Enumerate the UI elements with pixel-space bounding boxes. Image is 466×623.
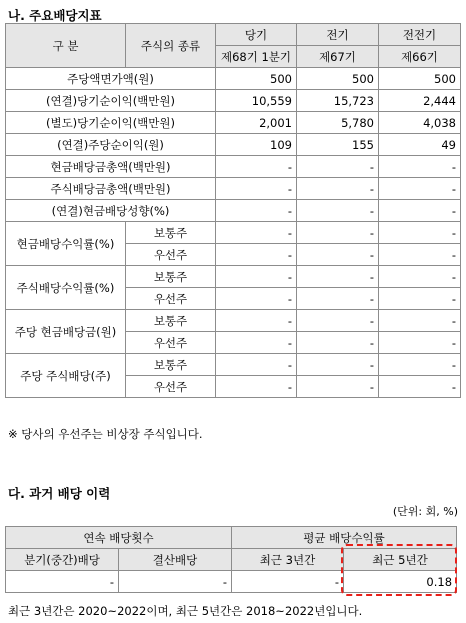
indicator-value: - — [379, 288, 461, 310]
indicator-value: - — [379, 244, 461, 266]
indicator-value: - — [379, 310, 461, 332]
indicator-value: - — [379, 354, 461, 376]
indicator-value: - — [379, 156, 461, 178]
indicator-value: - — [216, 376, 297, 398]
indicator-value: - — [379, 200, 461, 222]
indicator-label: (연결)주당순이익(원) — [6, 134, 216, 156]
group-label: 주당 현금배당금(원) — [6, 310, 126, 354]
indicator-value: - — [379, 332, 461, 354]
section-title-dividend-history: 다. 과거 배당 이력 — [8, 486, 111, 501]
value-interim: - — [6, 571, 119, 593]
indicator-value: 500 — [379, 68, 461, 90]
header-period-current: 당기 — [216, 24, 297, 46]
indicator-label: 현금배당금총액(백만원) — [6, 156, 216, 178]
value-5yr: 0.18 — [344, 571, 457, 593]
indicator-value: - — [379, 178, 461, 200]
indicator-value: 10,559 — [216, 90, 297, 112]
indicator-label: (연결)당기순이익(백만원) — [6, 90, 216, 112]
indicator-value: - — [297, 332, 379, 354]
highlight-5yr-box — [341, 544, 457, 596]
indicator-label: (별도)당기순이익(백만원) — [6, 112, 216, 134]
section-title-dividend-indicators: 나. 주요배당지표 — [8, 8, 102, 23]
header-period-prior2: 전전기 — [379, 24, 461, 46]
stock-type-label: 보통주 — [126, 354, 216, 376]
indicator-value: - — [379, 266, 461, 288]
indicator-value: 500 — [216, 68, 297, 90]
stock-type-label: 우선주 — [126, 288, 216, 310]
indicator-value: 5,780 — [297, 112, 379, 134]
indicator-value: - — [379, 376, 461, 398]
indicator-value: - — [297, 354, 379, 376]
unit-label: (단위: 회, %) — [392, 505, 458, 518]
indicator-value: - — [297, 200, 379, 222]
indicator-value: - — [216, 332, 297, 354]
indicator-row — [6, 134, 461, 156]
indicator-value: - — [216, 266, 297, 288]
indicator-value: - — [216, 178, 297, 200]
indicator-value: - — [297, 288, 379, 310]
header-year-end: 결산배당 — [119, 549, 232, 571]
group-label: 주식배당수익률(%) — [6, 266, 126, 310]
indicator-row — [6, 200, 461, 222]
header-sub-prior2: 제66기 — [379, 46, 461, 68]
indicator-value: - — [297, 266, 379, 288]
indicator-value: 109 — [216, 134, 297, 156]
indicator-label: 주당액면가액(원) — [6, 68, 216, 90]
indicator-value: - — [216, 156, 297, 178]
indicator-value: - — [216, 354, 297, 376]
indicator-value: - — [379, 222, 461, 244]
indicator-value: - — [216, 200, 297, 222]
indicator-value: - — [297, 376, 379, 398]
header-interim: 분기(중간)배당 — [6, 549, 119, 571]
stock-type-label: 보통주 — [126, 310, 216, 332]
indicator-value: 2,444 — [379, 90, 461, 112]
dividend-indicators-table — [5, 23, 461, 398]
indicator-value: 2,001 — [216, 112, 297, 134]
stock-type-label: 보통주 — [126, 266, 216, 288]
indicator-group-row — [6, 266, 461, 288]
value-year-end: - — [119, 571, 232, 593]
header-consecutive-count: 연속 배당횟수 — [6, 527, 232, 549]
indicator-value: 155 — [297, 134, 379, 156]
indicator-value: - — [297, 244, 379, 266]
group-label: 주당 주식배당(주) — [6, 354, 126, 398]
header-sub-prior: 제67기 — [297, 46, 379, 68]
indicator-value: - — [297, 310, 379, 332]
stock-type-label: 우선주 — [126, 376, 216, 398]
header-average-yield: 평균 배당수익률 — [232, 527, 457, 549]
indicator-value: - — [297, 178, 379, 200]
group-label: 현금배당수익률(%) — [6, 222, 126, 266]
header-sub-current: 제68기 1분기 — [216, 46, 297, 68]
header-period-prior: 전기 — [297, 24, 379, 46]
indicator-group-row — [6, 222, 461, 244]
preferred-stock-note: ※ 당사의 우선주는 비상장 주식입니다. — [8, 427, 203, 441]
indicator-value: - — [297, 222, 379, 244]
stock-type-label: 우선주 — [126, 332, 216, 354]
indicator-row — [6, 68, 461, 90]
indicator-value: 15,723 — [297, 90, 379, 112]
indicator-value: 500 — [297, 68, 379, 90]
header-3yr: 최근 3년간 — [232, 549, 344, 571]
indicator-value: - — [216, 244, 297, 266]
indicator-value: - — [216, 310, 297, 332]
indicator-value: 49 — [379, 134, 461, 156]
indicator-row — [6, 156, 461, 178]
period-note: 최근 3년간은 2020~2022이며, 최근 5년간은 2018~2022년입니다. — [8, 604, 363, 618]
value-3yr: - — [232, 571, 344, 593]
indicator-value: - — [216, 288, 297, 310]
indicator-value: - — [216, 222, 297, 244]
header-stock-type: 주식의 종류 — [126, 24, 216, 68]
indicator-value: 4,038 — [379, 112, 461, 134]
indicator-row — [6, 178, 461, 200]
indicator-label: (연결)현금배당성향(%) — [6, 200, 216, 222]
indicator-value: - — [297, 156, 379, 178]
header-category: 구 분 — [6, 24, 126, 68]
stock-type-label: 우선주 — [126, 244, 216, 266]
indicator-row — [6, 90, 461, 112]
indicator-row — [6, 112, 461, 134]
stock-type-label: 보통주 — [126, 222, 216, 244]
indicator-label: 주식배당금총액(백만원) — [6, 178, 216, 200]
header-5yr: 최근 5년간 — [344, 549, 457, 571]
indicator-group-row — [6, 310, 461, 332]
indicator-group-row — [6, 354, 461, 376]
